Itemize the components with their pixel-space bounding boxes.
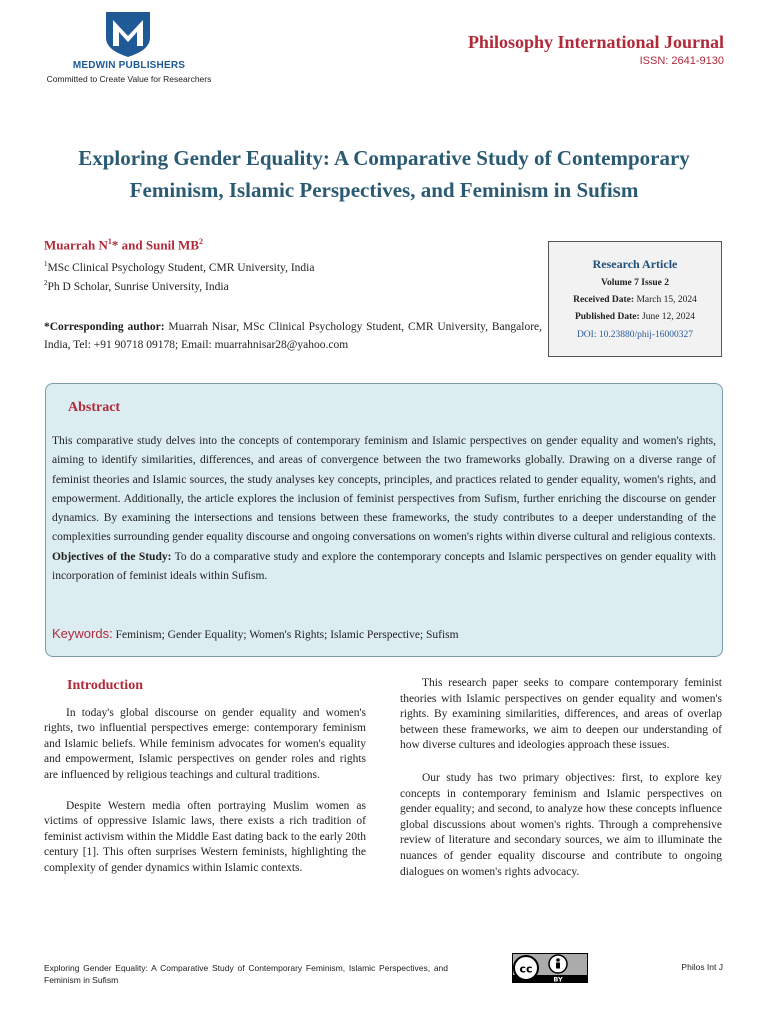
volume-issue: Volume 7 Issue 2 (600, 278, 669, 288)
received-label: Received Date: (573, 295, 635, 305)
corresponding-mark: * (111, 237, 119, 253)
corresponding-author (44, 318, 542, 354)
keywords (52, 626, 459, 641)
received-value: March 15, 2024 (634, 295, 697, 305)
intro-paragraph-3: This research paper seeks to compare contemporary feminist theories with Islamic perspectives on gender equality and women's rights. By examining similarities, differences, and areas of overlap between these frameworks, we aim to deepen our understanding of how diverse cultures and ideologies approach these issues. (400, 677, 722, 752)
keywords-label: Keywords: (52, 626, 113, 641)
objectives (52, 548, 716, 587)
article-title (30, 142, 738, 206)
objectives-text: To do a comparative study and explore the contemporary concepts and Islamic perspectives on gender equality with incorporation of feminist ideals within Sufism. (52, 550, 716, 583)
affiliation-2-number: 2 (44, 279, 48, 287)
footer-citation: Exploring Gender Equality: A Comparative Study of Contemporary Feminism, Islamic Perspectives, and Feminism in Sufism (44, 963, 448, 985)
published-label: Published Date: (574, 312, 640, 322)
received-date (549, 295, 721, 305)
intro-paragraph-1: In today's global discourse on gender equality and women's rights, two influential perspectives emerge: contemporary feminism and Islamic beliefs. While feminism advocates for women's equality and empowerment, Islamic perspectives on gender roles and rights are influenced by religious teachings and cultural traditions. (44, 706, 366, 781)
intro-paragraph-4: Our study has two primary objectives: first, to explore key concepts in contemporary feminism and Islamic perspectives on gender equality; and second, to analyze how these concepts influence global discussions about women's rights. Through a comprehensive review of literature and secondary sources, we aim to illuminate the nuances of gender equality discourse and contribute to ongoing dialogues on women's rights advocacy. (400, 771, 722, 878)
corresponding-label: *Corresponding author: (44, 321, 165, 333)
svg-text:cc: cc (519, 962, 533, 976)
affiliation-1 (44, 260, 314, 274)
medwin-shield-icon (102, 10, 154, 58)
published-value: June 12, 2024 (639, 312, 696, 322)
author-1-affiliation: 1 (107, 237, 112, 246)
article-type: Research Article (592, 257, 678, 271)
abstract-box (45, 383, 723, 657)
abstract-text: This comparative study delves into the concepts of contemporary feminism and Islamic perspectives on gender equality and women's rights, aiming to identify similarities, differences, and areas of convergence between the two frameworks globally. Drawing on a diverse range of feminist theories and Islamic sources, the study analyses key concepts, principles, and practices related to gender equality, women's rights, and empowerment. Additionally, the article explores the inclusion of feminist perspectives from Sufism, further enriching the discourse on gender dynamics. By examining the intersections and tensions between these frameworks, the study contributes to a deeper understanding of the complexities surrounding gender equality discourse and ongoing conversations on women's rights within diverse cultural and religious contexts. (52, 435, 716, 544)
journal-issn: ISSN: 2641-9130 (639, 55, 724, 67)
abstract-heading: Abstract (68, 400, 121, 415)
intro-paragraph-2: Despite Western media often portraying Muslim women as victims of oppressive Islamic laws, there exists a rich tradition of feminist activism within the Middle East dating back to the early 20th century [1]. This often surprises Western feminists, highlighting the complexity of gender dynamics within Islamic contexts. (44, 799, 366, 874)
keywords-list: Feminism; Gender Equality; Women's Rights; Islamic Perspective; Sufism (112, 629, 459, 641)
title-line-2: Feminism, Islamic Perspectives, and Feminism in Sufism (129, 178, 639, 202)
publisher-name: MEDWIN PUBLISHERS (72, 60, 186, 71)
journal-header (468, 32, 724, 67)
cc-by-label: BY (553, 975, 563, 983)
introduction-heading: Introduction (67, 678, 143, 693)
article-info-box (548, 241, 722, 357)
author-2-affiliation: 2 (199, 237, 203, 246)
cc-by-license-icon[interactable] (512, 953, 588, 983)
affiliation-2 (44, 279, 229, 293)
objectives-label: Objectives of the Study: (52, 550, 172, 563)
title-line-1: Exploring Gender Equality: A Comparative Study of Contemporary (78, 146, 690, 170)
author-list (44, 237, 203, 253)
affiliation-1-text: MSc Clinical Psychology Student, CMR University, India (47, 261, 315, 274)
author-conjunction: and (118, 237, 146, 253)
left-column (44, 676, 366, 877)
author-1: Muarrah N (44, 237, 108, 253)
author-2: Sunil MB (145, 237, 199, 253)
publisher-logo (40, 8, 220, 88)
footer-journal-abbrev: Philos Int J (681, 962, 723, 972)
doi-link[interactable]: DOI: 10.23880/phij-16000327 (576, 330, 694, 340)
corresponding-text: Muarrah Nisar, MSc Clinical Psychology Student, CMR University, Bangalore, India, Tel: +91 90718 09178; Email: muarrahnisar28@yahoo.com (44, 321, 543, 351)
affiliation-1-number: 1 (44, 260, 48, 268)
right-column (400, 676, 722, 880)
abstract-body (52, 432, 716, 586)
journal-name: Philosophy International Journal (467, 32, 724, 52)
published-date (549, 312, 721, 322)
publisher-tagline: Committed to Create Value for Researchers (46, 74, 212, 84)
affiliation-2-text: Ph D Scholar, Sunrise University, India (47, 280, 229, 293)
